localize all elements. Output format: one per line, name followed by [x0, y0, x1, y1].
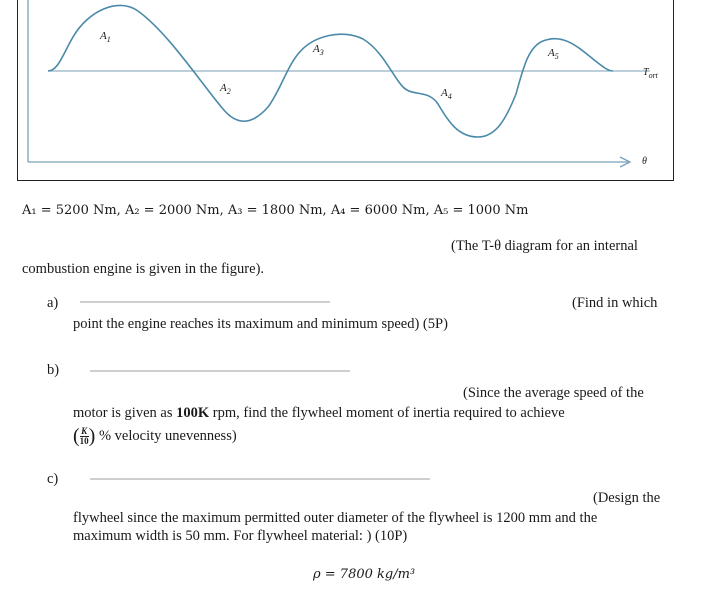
- t-theta-diagram: [17, 0, 674, 181]
- a2-symbol: A: [220, 82, 227, 94]
- t-ort-symbol: T: [643, 67, 649, 78]
- a3-symbol: A: [313, 43, 320, 55]
- intro-line-1: (The T-θ diagram for an internal: [451, 238, 638, 254]
- part-b-line-2: [73, 405, 565, 422]
- close-paren: ): [88, 425, 96, 447]
- area-label-a3: [313, 43, 324, 57]
- part-c-line-3: maximum width is 50 mm. For flywheel material: ) (10P): [73, 528, 408, 544]
- faded-text-c: [90, 478, 430, 480]
- theta-label: θ: [642, 156, 647, 167]
- area-label-a4: [441, 87, 452, 101]
- part-c-line-1: (Design the: [593, 490, 661, 506]
- part-b-line-3: [73, 425, 237, 448]
- part-b-line-2-pre: motor is given as: [73, 405, 177, 421]
- part-a-marker: a): [47, 295, 59, 311]
- part-b-line-2-post: rpm, find the flywheel moment of inertia required to achieve: [209, 405, 565, 421]
- a3-subscript: 3: [319, 48, 324, 58]
- part-b-line-3-text: % velocity unevenness): [98, 427, 237, 444]
- area-values-equation: A₁ = 5200 Nm, A₂ = 2000 Nm, A₃ = 1800 Nm, A₄ = 6000 Nm, A₅ = 1000 Nm: [22, 203, 529, 218]
- unevenness-fraction: [80, 427, 89, 446]
- part-b-line-1: (Since the average speed of the: [463, 385, 644, 401]
- a4-subscript: 4: [447, 92, 452, 102]
- open-paren: (: [73, 425, 80, 447]
- fraction-denominator: 10: [79, 436, 89, 446]
- fraction-numerator: K: [81, 426, 88, 436]
- area-label-a2: [220, 82, 231, 96]
- a4-symbol: A: [441, 87, 448, 99]
- a2-subscript: 2: [226, 87, 231, 97]
- part-a-line-2: point the engine reaches its maximum and minimum speed) (5P): [73, 316, 448, 332]
- t-ort-subscript: ort: [648, 71, 658, 80]
- area-label-a5: [548, 47, 559, 61]
- diagram-svg: [18, 0, 675, 182]
- a5-symbol: A: [548, 47, 555, 59]
- intro-line-2: combustion engine is given in the figure).: [22, 261, 265, 277]
- a1-subscript: 1: [106, 35, 111, 45]
- average-speed-value: 100K: [176, 405, 210, 421]
- t-ort-label: [643, 67, 658, 80]
- a5-subscript: 5: [554, 52, 559, 62]
- part-c-marker: c): [47, 471, 59, 487]
- density-equation: ρ = 7800 kg/m³: [313, 567, 416, 582]
- a1-symbol: A: [100, 30, 107, 42]
- part-c-line-2: flywheel since the maximum permitted outer diameter of the flywheel is 1200 mm and the: [73, 510, 598, 526]
- part-b-marker: b): [47, 362, 60, 378]
- faded-text-b: [90, 370, 350, 372]
- faded-text-a: [80, 301, 330, 303]
- part-a-line-1: (Find in which: [572, 295, 658, 311]
- area-label-a1: [100, 30, 111, 44]
